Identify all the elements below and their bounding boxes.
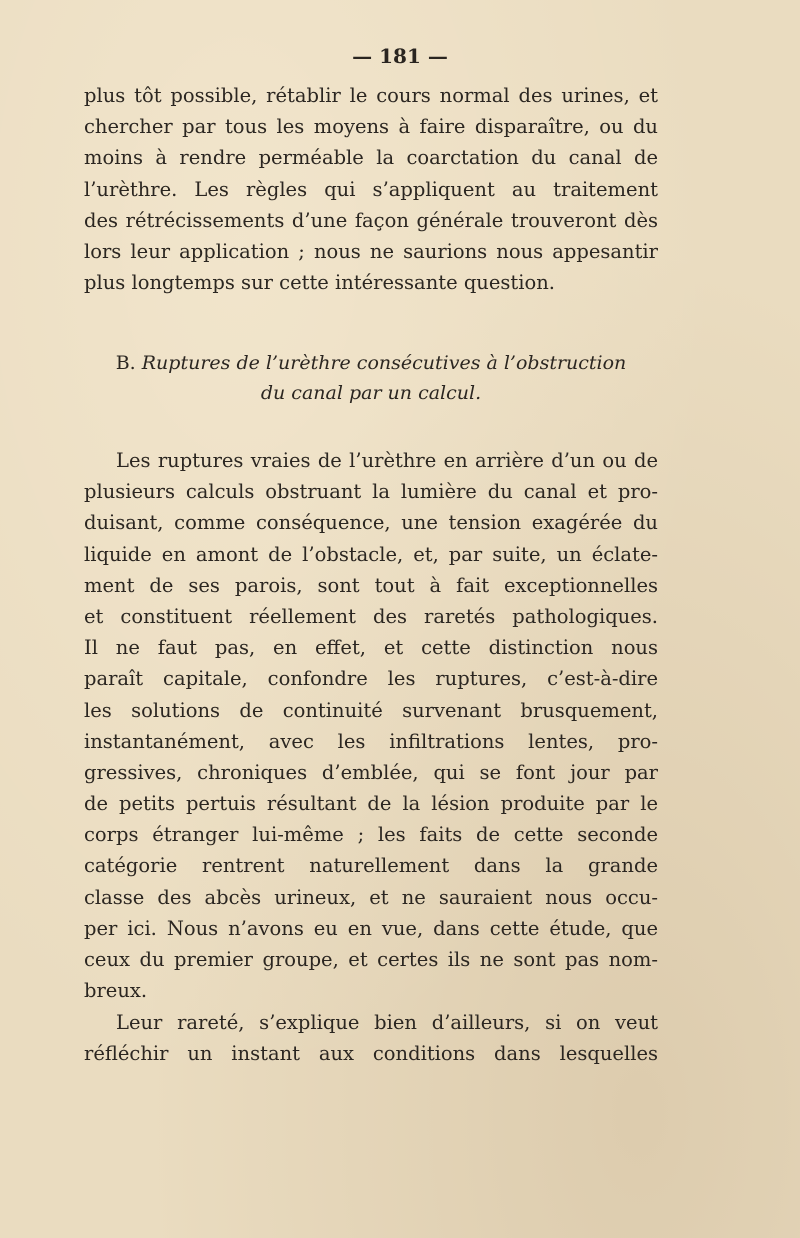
text-line: de petits pertuis résultant de la lésion produite par le [84, 792, 658, 816]
page-number: — 181 — [352, 44, 448, 68]
text-line: l’urèthre. Les règles qui s’appliquent au traitement [84, 177, 658, 201]
text-line: breux. [84, 979, 148, 1003]
text-line: chercher par tous les moyens à faire disparaître, ou du [84, 115, 658, 139]
text-line: paraît capitale, confondre les ruptures, c’est-à-dire [84, 667, 658, 691]
text-line: ment de ses parois, sont tout à fait exceptionnelles [84, 573, 658, 597]
paragraph-ruptures [84, 445, 658, 1006]
text-line: Leur rareté, s’explique bien d’ailleurs, si on veut [116, 1011, 658, 1034]
section-title-part2: du canal par un calcul. [260, 382, 482, 404]
text-line: des rétrécissements d’une façon générale trouveront dès [84, 208, 658, 232]
section-label: B. [115, 352, 136, 374]
text-line: ceux du premier groupe, et certes ils ne sont pas nom- [84, 948, 658, 971]
text-line: per ici. Nous n’avons eu en vue, dans cette étude, que [84, 916, 658, 940]
text-line: liquide en amont de l’obstacle, et, par suite, un éclate- [84, 542, 658, 566]
text-line: Il ne faut pas, en effet, et cette distinction nous [84, 636, 658, 660]
text-line: Les ruptures vraies de l’urèthre en arrière d’un ou de [116, 449, 658, 472]
text-line: gressives, chroniques d’emblée, qui se font jour par [84, 760, 658, 784]
intro-paragraph [84, 80, 658, 298]
section-heading [84, 348, 658, 408]
text-line: lors leur application ; nous ne saurions nous appesantir [84, 239, 658, 263]
text-line: moins à rendre perméable la coarctation du canal de [84, 146, 658, 170]
text-line: plus longtemps sur cette intéressante question. [84, 271, 555, 295]
text-line: duisant, comme conséquence, une tension exagérée du [84, 511, 658, 535]
section-heading-line1 [84, 348, 658, 378]
text-line: réfléchir un instant aux conditions dans lesquelles [84, 1042, 658, 1066]
text-line: instantanément, avec les infiltrations lentes, pro- [84, 729, 658, 753]
text-line: classe des abcès urineux, et ne sauraient nous occu- [84, 885, 658, 909]
text-line: et constituent réellement des raretés pathologiques. [84, 604, 658, 628]
section-heading-line2 [84, 378, 658, 408]
text-line: catégorie rentrent naturellement dans la grande [84, 854, 658, 878]
text-line: les solutions de continuité survenant brusquement, [84, 698, 658, 722]
text-line: corps étranger lui-même ; les faits de cette seconde [84, 823, 658, 847]
section-title-part1: Ruptures de l’urèthre consécutives à l’obstruction [141, 352, 627, 374]
text-line: plus tôt possible, rétablir le cours normal des urines, et [84, 84, 658, 107]
text-line: plusieurs calculs obstruant la lumière du canal et pro- [84, 480, 658, 504]
paragraph-rarete [84, 1007, 658, 1069]
